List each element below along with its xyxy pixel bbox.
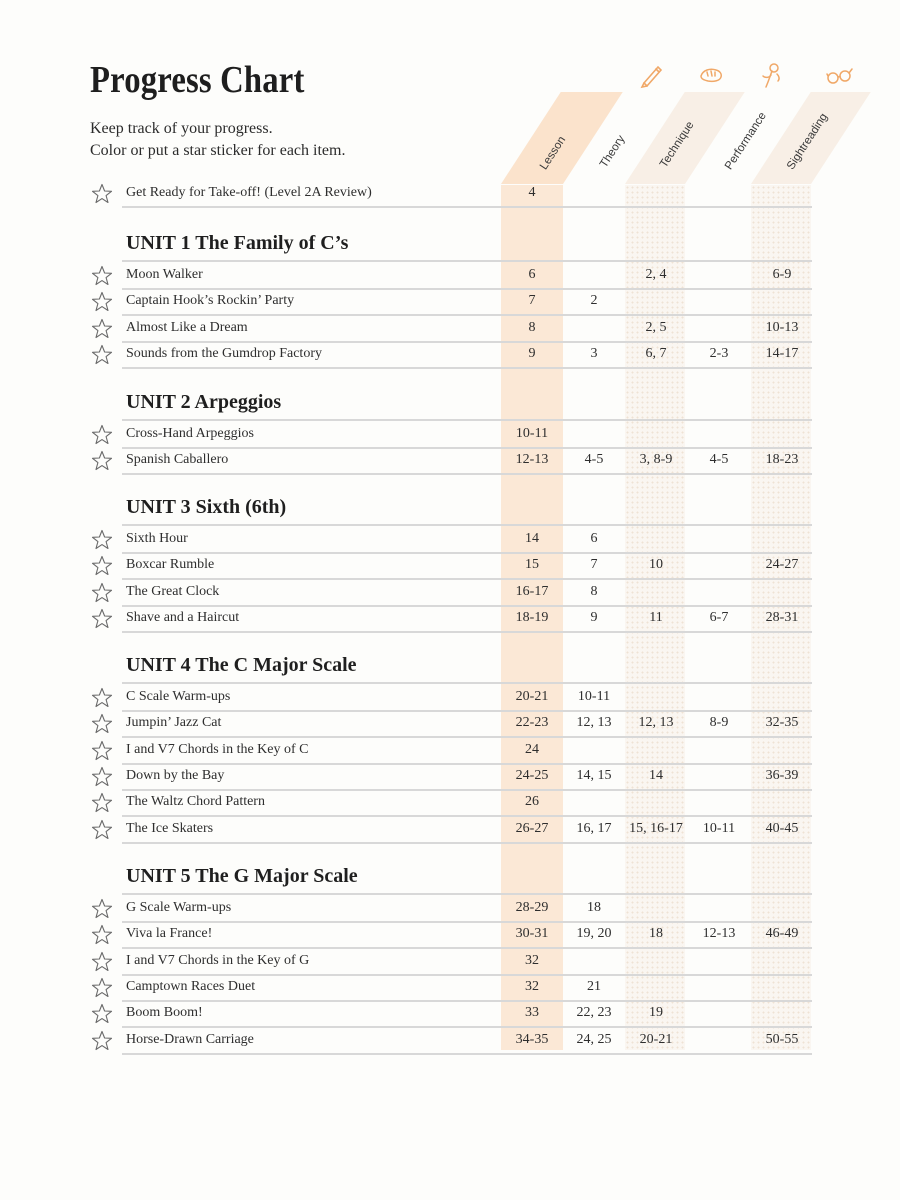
lesson-pages: 7	[528, 293, 536, 309]
piece-title: Cross-Hand Arpeggios	[126, 426, 254, 441]
lesson-pages: 20-21	[515, 689, 549, 704]
lesson-pages: 24-25	[515, 768, 549, 784]
lesson-pages: 10-11	[515, 426, 549, 441]
piece-title: I and V7 Chords in the Key of G	[126, 952, 310, 968]
technique-pages: 3, 8-9	[639, 452, 673, 468]
lesson-pages: 24	[525, 741, 539, 757]
technique-pages: 10	[649, 557, 663, 573]
unit-heading: UNIT 4 The C Major Scale	[126, 654, 357, 676]
theory-pages: 21	[587, 979, 601, 995]
theory-pages: 8	[590, 583, 598, 599]
performance-pages: 2-3	[709, 346, 729, 362]
table-row	[122, 288, 812, 316]
table-row	[122, 180, 812, 208]
microphone-icon	[758, 60, 788, 90]
theory-pages: 18	[587, 900, 601, 915]
performance-pages: 12-13	[702, 926, 736, 942]
lesson-pages: 32	[525, 979, 539, 995]
table-row	[122, 737, 812, 765]
performance-pages: 10-11	[702, 820, 736, 836]
unit-heading: UNIT 2 Arpeggios	[126, 391, 282, 413]
piece-title: Spanish Caballero	[126, 452, 229, 468]
performance-pages: 4-5	[709, 452, 729, 468]
technique-pages: 2, 5	[645, 319, 667, 335]
star-icon[interactable]	[90, 976, 114, 1000]
table-row	[122, 789, 812, 817]
sightreading-pages: 10-13	[765, 319, 799, 335]
technique-pages: 20-21	[639, 1031, 673, 1047]
performance-pages: 8-9	[709, 715, 729, 731]
star-icon[interactable]	[90, 739, 114, 763]
column-label-theory: Theory	[597, 133, 628, 170]
technique-pages: 19	[649, 1005, 663, 1021]
theory-pages: 24, 25	[576, 1031, 612, 1047]
technique-pages: 11	[649, 610, 663, 626]
table-row	[122, 1000, 812, 1028]
star-icon[interactable]	[90, 897, 114, 921]
piece-title: Down by the Bay	[126, 768, 225, 784]
unit-heading: UNIT 1 The Family of C’s	[126, 232, 349, 254]
pencil-icon	[636, 60, 666, 90]
lesson-pages: 34-35	[515, 1031, 549, 1047]
column-label-lesson: Lesson	[537, 134, 569, 172]
theory-pages: 9	[590, 610, 598, 626]
lesson-pages: 12-13	[515, 452, 549, 468]
sightreading-pages: 14-17	[765, 346, 799, 362]
sightreading-pages: 24-27	[765, 557, 799, 573]
piece-title: The Great Clock	[126, 583, 220, 599]
lesson-pages: 4	[528, 185, 536, 200]
sightreading-pages: 18-23	[765, 452, 799, 468]
table-row	[122, 552, 812, 580]
star-icon[interactable]	[90, 765, 114, 789]
performance-pages: 6-7	[709, 610, 729, 626]
star-icon[interactable]	[90, 182, 114, 206]
technique-pages: 12, 13	[638, 715, 674, 731]
piece-title: The Waltz Chord Pattern	[126, 794, 265, 810]
piece-title: Viva la France!	[126, 926, 213, 942]
piece-title: Boxcar Rumble	[126, 557, 215, 573]
piece-title: Camptown Races Duet	[126, 979, 256, 995]
piece-title: Shave and a Haircut	[126, 610, 240, 626]
table-row	[122, 315, 812, 343]
star-icon[interactable]	[90, 950, 114, 974]
lesson-pages: 32	[525, 952, 539, 968]
table-row	[122, 921, 812, 949]
lesson-pages: 8	[528, 319, 536, 335]
table-row	[122, 526, 812, 554]
theory-pages: 12, 13	[576, 715, 612, 731]
table-row	[122, 579, 812, 607]
sightreading-pages: 28-31	[765, 610, 799, 626]
star-icon[interactable]	[90, 423, 114, 447]
table-row	[122, 763, 812, 791]
table-row	[122, 684, 812, 712]
piece-title: Sounds from the Gumdrop Factory	[126, 346, 322, 362]
star-icon[interactable]	[90, 607, 114, 631]
column-label-performance: Performance	[722, 110, 769, 172]
table-row	[122, 421, 812, 449]
star-icon[interactable]	[90, 1002, 114, 1026]
star-icon[interactable]	[90, 264, 114, 288]
star-icon[interactable]	[90, 791, 114, 815]
technique-pages: 2, 4	[645, 267, 667, 282]
piece-title: G Scale Warm-ups	[126, 900, 232, 915]
table-row	[122, 948, 812, 976]
table-row	[122, 262, 812, 290]
star-icon[interactable]	[90, 343, 114, 367]
piece-title: Captain Hook’s Rockin’ Party	[126, 293, 295, 309]
piece-title: I and V7 Chords in the Key of C	[126, 741, 309, 757]
unit-heading: UNIT 5 The G Major Scale	[126, 865, 358, 887]
sightreading-pages: 40-45	[765, 820, 799, 836]
page-title: Progress Chart	[90, 59, 305, 101]
sightreading-pages: 6-9	[772, 267, 792, 282]
theory-pages: 14, 15	[576, 768, 612, 784]
technique-pages: 14	[649, 768, 663, 784]
star-icon[interactable]	[90, 712, 114, 736]
piece-title: Horse-Drawn Carriage	[126, 1031, 254, 1047]
table-row	[122, 605, 812, 633]
theory-pages: 4-5	[584, 452, 604, 468]
star-icon[interactable]	[90, 581, 114, 605]
theory-pages: 3	[590, 346, 598, 362]
piece-title: Moon Walker	[126, 267, 203, 282]
star-icon[interactable]	[90, 528, 114, 552]
lesson-pages: 26	[525, 794, 539, 810]
glasses-icon	[824, 60, 854, 90]
sightreading-pages: 36-39	[765, 768, 799, 784]
table-row	[122, 816, 812, 844]
hand-icon	[696, 60, 726, 90]
lesson-pages: 18-19	[515, 610, 549, 626]
star-icon[interactable]	[90, 290, 114, 314]
column-label-technique: Technique	[657, 119, 697, 170]
theory-pages: 6	[590, 531, 598, 546]
lesson-pages: 28-29	[515, 900, 549, 915]
piece-title: The Ice Skaters	[126, 820, 214, 836]
piece-title: Jumpin’ Jazz Cat	[126, 715, 222, 731]
theory-pages: 16, 17	[576, 820, 612, 836]
theory-pages: 2	[590, 293, 598, 309]
star-icon[interactable]	[90, 554, 114, 578]
piece-title: Get Ready for Take-off! (Level 2A Review)	[126, 185, 372, 200]
intro-line: Keep track of your progress.	[90, 120, 273, 137]
theory-pages: 22, 23	[576, 1005, 612, 1021]
lesson-pages: 16-17	[515, 583, 549, 599]
piece-title: Boom Boom!	[126, 1005, 203, 1021]
star-icon[interactable]	[90, 1029, 114, 1053]
lesson-pages: 9	[528, 346, 536, 362]
theory-pages: 7	[590, 557, 598, 573]
theory-pages: 19, 20	[576, 926, 612, 942]
technique-pages: 18	[649, 926, 663, 942]
piece-title: Sixth Hour	[126, 531, 188, 546]
table-row	[122, 341, 812, 369]
theory-pages: 10-11	[577, 689, 611, 704]
piece-title: Almost Like a Dream	[126, 319, 248, 335]
technique-pages: 15, 16-17	[629, 820, 683, 836]
unit-heading: UNIT 3 Sixth (6th)	[126, 496, 287, 518]
lesson-pages: 14	[525, 531, 539, 546]
table-row	[122, 447, 812, 475]
star-icon[interactable]	[90, 317, 114, 341]
sightreading-pages: 46-49	[765, 926, 799, 942]
star-icon[interactable]	[90, 923, 114, 947]
intro-text	[90, 118, 345, 162]
intro-line: Color or put a star sticker for each item.	[90, 142, 346, 159]
lesson-pages: 30-31	[515, 926, 549, 942]
lesson-pages: 26-27	[515, 820, 549, 836]
lesson-pages: 22-23	[515, 715, 549, 731]
table-row	[122, 1027, 812, 1055]
lesson-pages: 15	[525, 557, 539, 573]
star-icon[interactable]	[90, 818, 114, 842]
table-row	[122, 895, 812, 923]
sightreading-pages: 50-55	[765, 1031, 799, 1047]
table-row	[122, 710, 812, 738]
lesson-pages: 6	[528, 267, 536, 282]
technique-pages: 6, 7	[645, 346, 667, 362]
lesson-pages: 33	[525, 1005, 539, 1021]
piece-title: C Scale Warm-ups	[126, 689, 231, 704]
column-label-sightreading: Sightreading	[784, 111, 831, 172]
star-icon[interactable]	[90, 449, 114, 473]
sightreading-pages: 32-35	[765, 715, 799, 731]
star-icon[interactable]	[90, 686, 114, 710]
table-row	[122, 974, 812, 1002]
